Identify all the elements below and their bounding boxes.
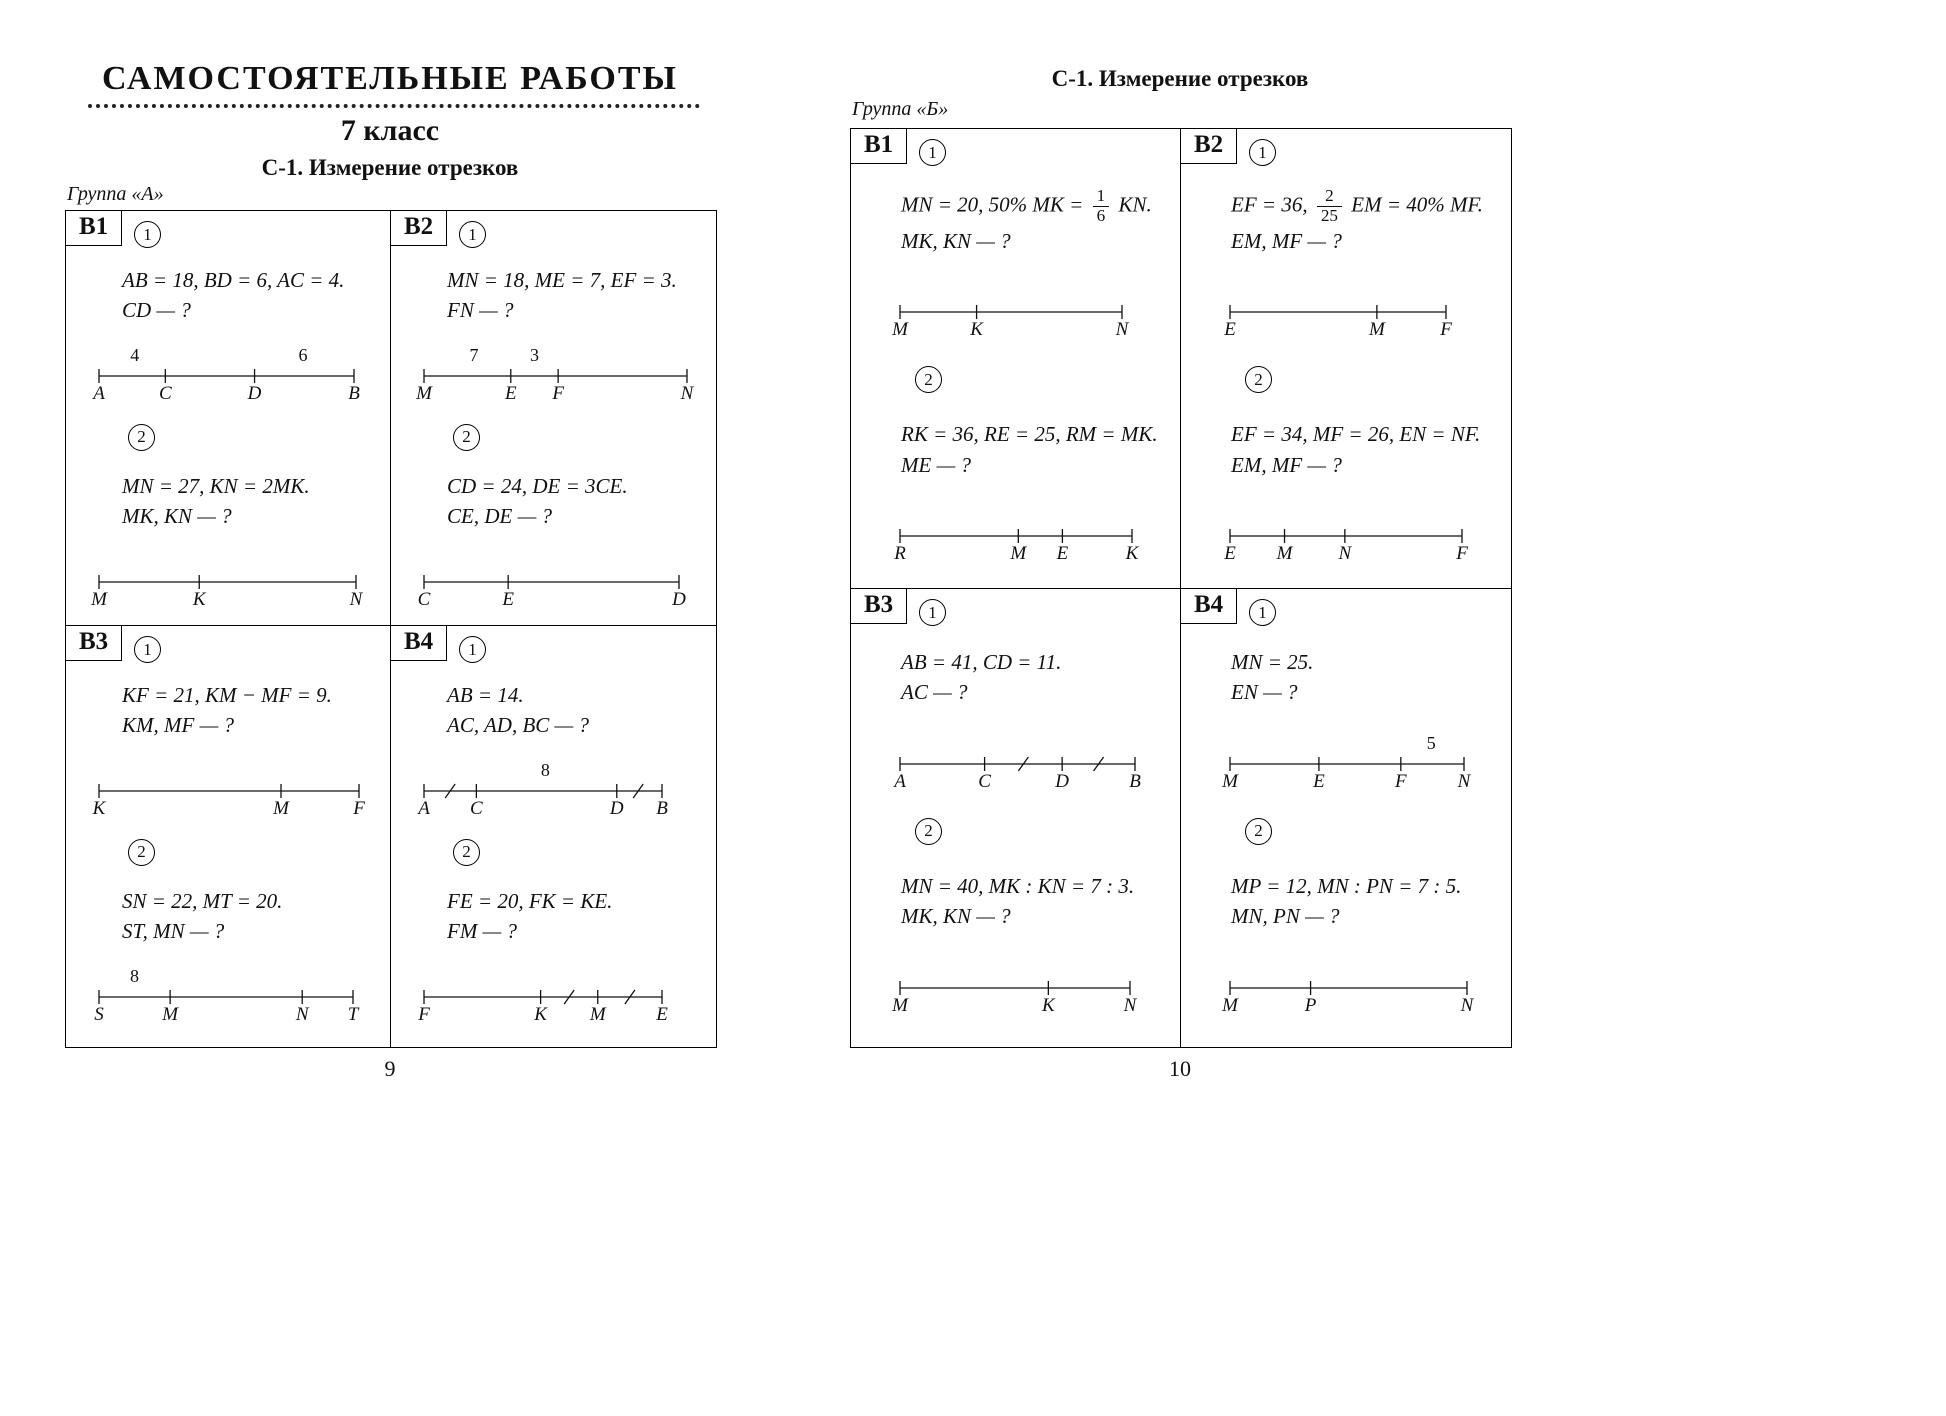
svg-text:M: M [589,1003,606,1025]
problem-box-b1-left [66,211,391,626]
segment-line-svg [895,506,1137,564]
problem-box-b1-right [851,129,1181,589]
svg-text:F: F [552,382,564,404]
segment-diagram [892,282,1180,341]
problem-2-statement: MP = 12, MN : PN = 7 : 5. MN, PN — ? [1231,873,1462,929]
problem-box-b3-left [66,626,391,1047]
svg-text:E: E [502,588,514,610]
svg-text:N: N [1460,994,1474,1016]
svg-text:K: K [970,319,983,341]
svg-text:B: B [348,382,360,404]
problem-box-b4-left [391,626,716,1047]
svg-text:N: N [349,588,363,610]
problem-box-b2-right [1181,129,1511,589]
segment-diagram [94,761,390,819]
svg-text:A: A [418,797,430,819]
problem-1-badge: 1 [1249,139,1276,166]
fraction: $\frac{1}{6}$ [1093,187,1110,226]
svg-text:M: M [892,994,908,1016]
problem-2-statement: FE = 20, FK = KE. FM — ? [447,888,613,944]
segment-diagram [419,761,716,819]
problem-2-badge: 2 [1245,818,1272,845]
problem-1-statement: AB = 18, BD = 6, AC = 4. CD — ? [122,268,345,323]
segment-line-svg [1225,506,1467,564]
problem-1-statement: EF = 36, $\frac{2}{25}$ EM = 40% MF. EM, MF — ? [1231,186,1483,253]
svg-text:N: N [295,1003,309,1025]
box-label: В1 [851,129,907,164]
svg-text:A: A [894,770,906,792]
svg-text:M: M [416,382,432,404]
group-label-right: Группа «Б» [852,98,949,120]
svg-text:F: F [353,797,365,819]
problem-1-statement: MN = 20, 50% MK = $\frac{1}{6}$ KN. MK, KN — ? [901,186,1152,253]
svg-text:K: K [534,1003,547,1025]
page-number-left: 9 [384,1056,396,1081]
problem-2-badge: 2 [915,818,942,845]
svg-text:5: 5 [1426,732,1436,753]
problems-grid-right [850,128,1512,1048]
svg-text:C: C [978,770,991,792]
svg-text:N: N [1123,994,1137,1016]
box-label: В1 [66,211,122,246]
svg-text:N: N [680,382,694,404]
segment-line-svg [416,344,694,404]
svg-text:4: 4 [130,344,140,365]
svg-text:K: K [1125,543,1139,565]
svg-text:M: M [892,319,908,341]
svg-text:M: M [1276,543,1293,565]
segment-line-svg [94,761,364,819]
svg-text:N: N [1115,319,1129,341]
svg-text:8: 8 [540,759,550,780]
svg-text:F: F [1440,319,1452,341]
segment-line-svg [94,967,358,1025]
box-label: В3 [851,589,907,624]
segment-diagram [94,967,390,1025]
svg-text:3: 3 [529,344,539,365]
segment-line-svg [94,346,359,404]
problem-2-badge: 2 [915,366,942,393]
problem-1-badge: 1 [459,636,486,663]
problem-2-badge: 2 [128,839,155,866]
problem-1-badge: 1 [134,221,161,248]
segment-diagram [416,344,716,404]
section-heading-left: С-1. Измерение отрезков [261,155,519,180]
segment-line-svg [419,967,667,1025]
problem-2-statement: MN = 40, MK : KN = 7 : 3. MK, KN — ? [901,873,1135,929]
segment-diagram [1225,506,1511,564]
problem-2-statement: RK = 36, RE = 25, RM = MK. ME — ? [901,422,1158,477]
svg-text:T: T [347,1003,359,1025]
svg-text:E: E [504,382,517,404]
segment-diagram [1222,732,1511,792]
segment-diagram [91,552,390,610]
problem-1-badge: 1 [134,636,161,663]
segment-line-svg [892,958,1137,1016]
svg-text:F: F [1395,770,1407,792]
dotted-divider [88,104,700,108]
svg-text:M: M [1222,994,1238,1016]
svg-text:M: M [273,797,289,819]
grade-heading: 7 класс [340,114,440,147]
svg-text:M: M [91,588,107,610]
svg-text:M: M [162,1003,179,1025]
svg-text:F: F [418,1003,430,1025]
box-label: В4 [391,626,447,661]
svg-text:E: E [1313,770,1325,792]
worksheet-title: САМОСТОЯТЕЛЬНЫЕ РАБОТЫ [102,60,678,97]
fraction: $\frac{2}{25}$ [1317,187,1342,226]
svg-text:K: K [192,588,206,610]
svg-text:C: C [158,382,172,404]
group-label-left: Группа «А» [67,183,164,205]
svg-text:E: E [1056,543,1069,565]
segment-diagram [1225,282,1511,340]
segment-line-svg [91,552,363,610]
box-label: В3 [66,626,122,661]
svg-text:A: A [93,382,105,404]
svg-text:6: 6 [298,344,308,365]
problem-1-statement: KF = 21, KM − MF = 9. KM, MF — ? [122,683,332,738]
segment-diagram [1222,958,1511,1016]
segment-diagram [895,506,1180,564]
svg-text:R: R [894,543,906,565]
problem-1-statement: AB = 14. AC, AD, BC — ? [447,683,589,738]
problem-2-statement: CD = 24, DE = 3CE. CE, DE — ? [447,473,628,529]
problem-box-b3-right [851,589,1181,1047]
segment-line-svg [419,761,667,819]
problem-1-statement: MN = 25. EN — ? [1231,650,1314,705]
problem-1-badge: 1 [919,599,946,626]
svg-text:B: B [656,797,668,819]
segment-line-svg [1222,958,1474,1016]
svg-text:K: K [92,797,106,819]
problem-1-statement: AB = 41, CD = 11. AC — ? [901,650,1062,705]
problem-2-statement: EF = 34, MF = 26, EN = NF. EM, MF — ? [1231,422,1481,477]
problem-1-badge: 1 [1249,599,1276,626]
svg-text:M: M [1222,770,1238,792]
segment-line-svg [895,734,1140,792]
problem-box-b4-right [1181,589,1511,1047]
segment-diagram [892,958,1180,1016]
svg-text:D: D [609,797,624,819]
svg-text:B: B [1129,770,1141,792]
problem-1-badge: 1 [919,139,946,166]
box-label: В2 [391,211,447,246]
segment-line-svg [1225,282,1451,340]
svg-text:C: C [417,588,431,610]
problem-1-badge: 1 [459,221,486,248]
problem-2-statement: SN = 22, MT = 20. ST, MN — ? [122,888,283,944]
svg-text:F: F [1456,543,1468,565]
svg-text:S: S [94,1003,104,1025]
segment-diagram [419,967,716,1025]
box-label: В4 [1181,589,1237,624]
problem-2-statement: MN = 27, KN = 2MK. MK, KN — ? [122,473,310,529]
svg-text:M: M [1368,319,1385,341]
problem-2-badge: 2 [1245,366,1272,393]
svg-text:8: 8 [130,965,140,986]
segment-line-svg [892,282,1129,341]
problem-2-badge: 2 [128,424,155,451]
svg-text:D: D [247,382,262,404]
svg-text:M: M [1010,543,1027,565]
problems-grid-left [65,210,717,1048]
segment-diagram [895,734,1180,792]
svg-text:E: E [656,1003,668,1025]
section-heading-right: С-1. Измерение отрезков [1051,66,1309,91]
segment-diagram [94,346,390,404]
box-label: В2 [1181,129,1237,164]
svg-text:C: C [470,797,483,819]
svg-text:E: E [1224,543,1236,565]
svg-text:7: 7 [469,344,479,365]
svg-text:P: P [1304,994,1317,1016]
page-number-right: 10 [1169,1056,1191,1081]
segment-diagram [419,552,716,610]
svg-text:K: K [1042,994,1055,1016]
problem-2-badge: 2 [453,839,480,866]
svg-text:N: N [1457,770,1471,792]
problem-1-statement: MN = 18, ME = 7, EF = 3. FN — ? [447,268,677,323]
segment-line-svg [419,552,684,610]
problem-box-b2-left [391,211,716,626]
svg-text:E: E [1224,319,1236,341]
svg-text:N: N [1338,543,1352,565]
svg-text:D: D [672,588,686,610]
problem-2-badge: 2 [453,424,480,451]
svg-text:D: D [1055,770,1070,792]
segment-line-svg [1222,732,1471,792]
